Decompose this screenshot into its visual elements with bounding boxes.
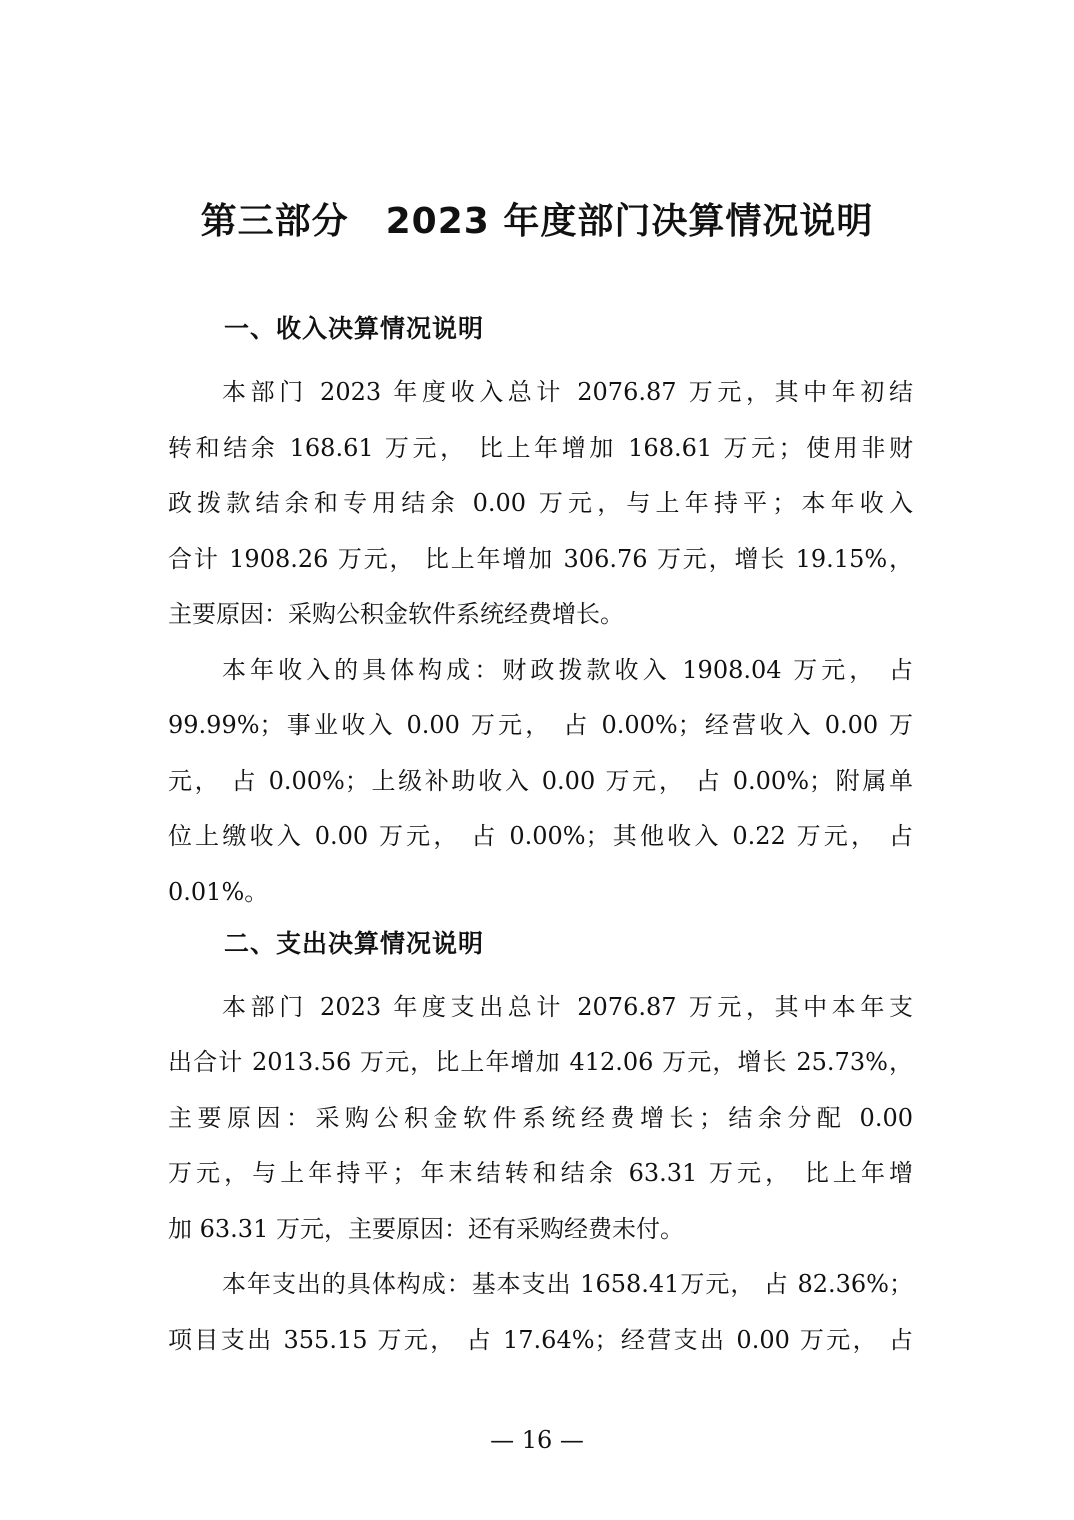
- paragraph-line: 0.01%。: [168, 878, 269, 906]
- paragraph-line: 万元，与上年持平；年末结转和结余 63.31 万元， 比上年增: [168, 1159, 913, 1187]
- page-number: — 16 —: [490, 1426, 584, 1454]
- section-heading-expenditure: 二、支出决算情况说明: [224, 929, 485, 958]
- paragraph-line: 合计 1908.26 万元， 比上年增加 306.76 万元，增长 19.15%，: [168, 545, 913, 573]
- paragraph-line: 位上缴收入 0.00 万元， 占 0.00%；其他收入 0.22 万元， 占: [168, 822, 913, 850]
- paragraph-line: 主要原因：采购公积金软件系统经费增长。: [168, 600, 624, 628]
- paragraph-line: 本部门 2023 年度收入总计 2076.87 万元，其中年初结: [222, 378, 913, 406]
- paragraph-line: 项目支出 355.15 万元， 占 17.64%；经营支出 0.00 万元， 占: [168, 1326, 913, 1354]
- paragraph-line: 转和结余 168.61 万元， 比上年增加 168.61 万元；使用非财: [168, 434, 913, 462]
- paragraph-line: 本年支出的具体构成：基本支出 1658.41万元， 占 82.36%；: [222, 1270, 913, 1298]
- paragraph-line: 99.99%；事业收入 0.00 万元， 占 0.00%；经营收入 0.00 万: [168, 711, 913, 739]
- paragraph-line: 主要原因：采购公积金软件系统经费增长；结余分配 0.00: [168, 1104, 913, 1132]
- paragraph-line: 元， 占 0.00%；上级补助收入 0.00 万元， 占 0.00%；附属单: [168, 767, 913, 795]
- section-heading-income: 一、收入决算情况说明: [224, 314, 485, 343]
- paragraph-line: 出合计 2013.56 万元，比上年增加 412.06 万元，增长 25.73%，: [168, 1048, 913, 1076]
- paragraph-line: 本年收入的具体构成：财政拨款收入 1908.04 万元， 占: [222, 656, 913, 684]
- paragraph-line: 政拨款结余和专用结余 0.00 万元，与上年持平；本年收入: [168, 489, 913, 517]
- page-title: 第三部分 2023 年度部门决算情况说明: [200, 201, 874, 242]
- paragraph-line: 加 63.31 万元，主要原因：还有采购经费未付。: [168, 1215, 684, 1243]
- paragraph-line: 本部门 2023 年度支出总计 2076.87 万元，其中本年支: [222, 993, 913, 1021]
